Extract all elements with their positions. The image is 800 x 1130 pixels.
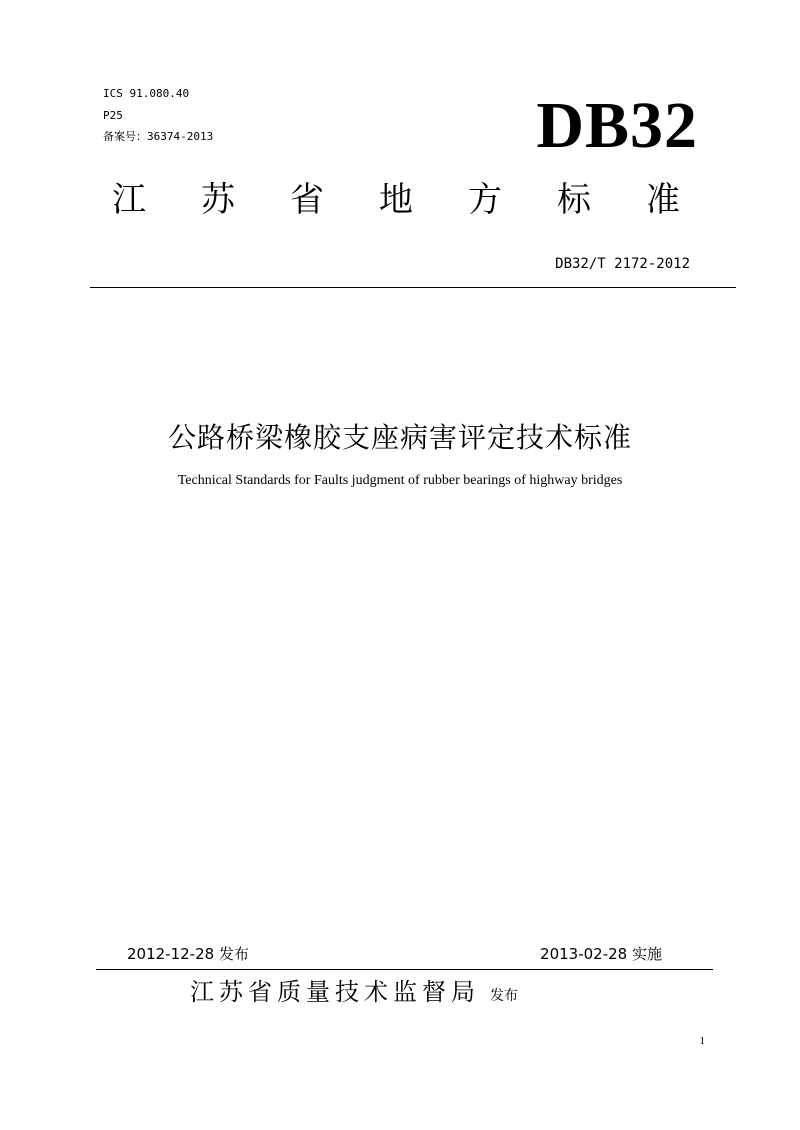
title-char: 地 bbox=[379, 180, 413, 220]
classification-code: P25 bbox=[103, 109, 123, 122]
bottom-divider bbox=[96, 969, 713, 970]
document-title-chinese: 公路桥梁橡胶支座病害评定技术标准 bbox=[167, 421, 632, 454]
implementation-date: 2013-02-28 实施 bbox=[540, 945, 662, 963]
page-number: 1 bbox=[699, 1035, 705, 1047]
standard-logo: DB32 bbox=[536, 89, 698, 162]
title-char: 准 bbox=[646, 180, 680, 220]
publisher-line bbox=[190, 974, 518, 1010]
ics-code: ICS 91.080.40 bbox=[103, 87, 190, 100]
title-char: 江 bbox=[112, 180, 146, 220]
title-char: 苏 bbox=[201, 180, 235, 220]
title-char: 省 bbox=[290, 180, 324, 220]
issue-date: 2012-12-28 发布 bbox=[127, 945, 249, 963]
title-char: 标 bbox=[557, 180, 591, 220]
publisher-name: 江苏省质量技术监督局 bbox=[190, 978, 480, 1006]
title-char: 方 bbox=[468, 180, 502, 220]
document-title-english: Technical Standards for Faults judgment of rubber bearings of highway bridges bbox=[177, 473, 623, 488]
standard-number: DB32/T 2172-2012 bbox=[555, 256, 690, 272]
publish-label: 发布 bbox=[490, 988, 518, 1004]
filing-number: 备案号：36374-2013 bbox=[103, 130, 214, 143]
top-divider bbox=[90, 287, 736, 288]
province-standard-title bbox=[112, 178, 680, 222]
